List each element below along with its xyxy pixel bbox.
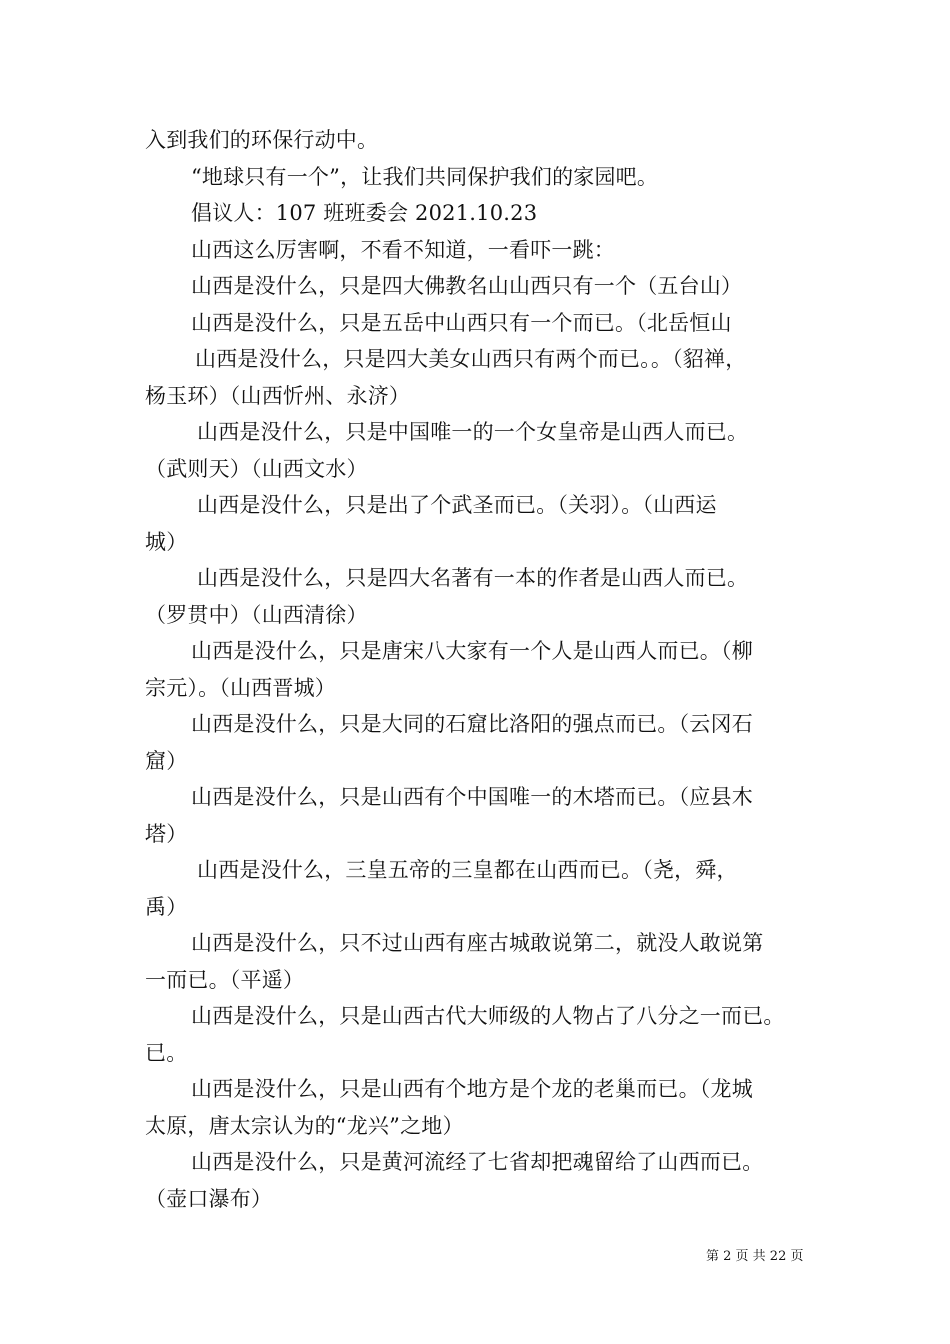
- text-line: 窟）: [145, 748, 188, 773]
- text-line: 禹）: [145, 894, 188, 919]
- text-line: 山西是没什么，只是山西有个地方是个龙的老巢而已。（龙城: [191, 1077, 753, 1101]
- text-line: 杨玉环）（山西忻州、永济）: [145, 383, 411, 408]
- text-line: “地球只有一个”，让我们共同保护我们的家园吧。: [191, 164, 659, 189]
- text-line: 山西这么厉害啊，不看不知道，一看吓一跳：: [191, 237, 615, 262]
- text-line: 倡议人：107 班班委会 2021.10.23: [191, 201, 538, 225]
- text-line: 山西是没什么，只是四大美女山西只有两个而已。。（貂禅，: [195, 347, 747, 371]
- text-line: 山西是没什么，只是四大佛教名山山西只有一个（五台山）: [191, 274, 743, 298]
- body-text: [145, 122, 810, 1217]
- text-line: 山西是没什么，只是五岳中山西只有一个而已。（北岳恒山: [191, 310, 732, 335]
- page-number-footer: 第 2 页 共 22 页: [706, 1249, 804, 1264]
- text-line: （壶口瀑布）: [145, 1186, 273, 1211]
- text-line: 山西是没什么，只是黄河流经了七省却把魂留给了山西而已。: [191, 1150, 764, 1174]
- text-line: 山西是没什么，只不过山西有座古城敢说第二，就没人敢说第: [191, 931, 764, 955]
- text-line: 入到我们的环保行动中。: [145, 128, 379, 152]
- text-line: 山西是没什么，只是山西古代大师级的人物占了八分之一而已。: [191, 1004, 785, 1028]
- text-line: （罗贯中）（山西清徐）: [145, 602, 368, 627]
- text-line: 塔）: [145, 821, 188, 846]
- text-line: 山西是没什么，只是山西有个中国唯一的木塔而已。（应县木: [191, 785, 753, 809]
- text-line: 已。: [145, 1040, 188, 1065]
- text-line: 山西是没什么，只是出了个武圣而已。（关羽）。（山西运: [197, 493, 717, 517]
- text-line: 山西是没什么，只是中国唯一的一个女皇帝是山西人而已。: [197, 420, 749, 444]
- text-line: 山西是没什么，只是唐宋八大家有一个人是山西人而已。（柳: [191, 639, 753, 663]
- text-line: 山西是没什么，只是四大名著有一本的作者是山西人而已。: [197, 566, 749, 590]
- text-line: （武则天）（山西文水）: [145, 456, 368, 481]
- text-line: 宗元）。（山西晋城）: [145, 675, 336, 700]
- text-line: 山西是没什么，只是大同的石窟比洛阳的强点而已。（云冈石: [191, 712, 753, 736]
- text-line: 太原，唐太宗认为的“龙兴”之地）: [145, 1113, 464, 1138]
- text-line: 城）: [145, 529, 188, 554]
- text-line: 一而已。（平遥）: [145, 967, 305, 992]
- text-line: 山西是没什么，三皇五帝的三皇都在山西而已。（尧，舜，: [197, 858, 738, 882]
